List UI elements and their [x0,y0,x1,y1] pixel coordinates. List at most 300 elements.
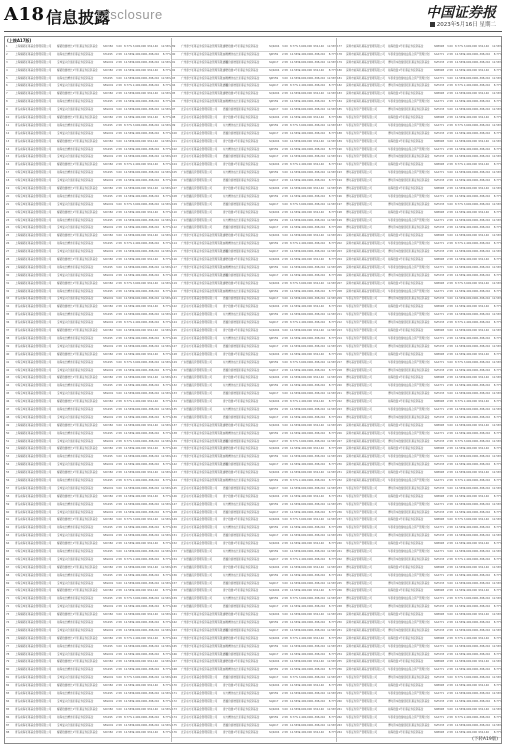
table-cell: 12.56% [124,131,134,135]
table-cell: 前海成长精选私募证券投资基金 [57,147,94,151]
table-row [172,573,336,581]
table-row [6,178,170,186]
table-cell: 上海耀韬私募基金管理有限公司 [15,60,52,64]
table-cell: 1,398,210 [477,265,491,269]
table-cell: STL095 [103,668,113,672]
table-cell: 12.56% [327,313,337,317]
table-cell: 3,600,000 [463,613,477,617]
table-cell: 83 [6,692,10,696]
table-cell: SJR559 [269,384,279,388]
table-cell: 3.00 [447,297,453,301]
table-cell: 广东德鑫投资管理有限公司 [181,581,213,585]
table-cell: 华泰紫金稳健收益集合资产管理计划 [388,289,430,293]
table-cell: 北京东方私募基金管理有限公司 [181,731,218,735]
table-cell: SXC382 [103,565,113,569]
table-row [172,683,336,691]
table-cell: 12.56% [455,273,465,277]
table-cell: 12.56% [492,565,502,569]
table-cell: SQK204 [269,163,280,167]
table-cell: 8.77% [493,542,502,546]
table-cell: 华泰紫金稳健收益集合资产管理计划 [388,455,430,459]
table-cell: 12.56% [455,486,465,490]
table-cell: 1,398,210 [477,155,491,159]
table-cell: SAX771 [434,100,445,104]
table-cell: 3,600,000 [132,644,146,648]
table-cell: 8.77% [455,360,464,364]
table-cell: 12.56% [290,68,300,72]
table-cell: 宝城复兴价值私募证券投资基金 [57,297,94,301]
table-cell: 1,398,210 [312,242,326,246]
table-cell: 上海耀韬私募基金管理有限公司 [15,652,52,656]
table-cell: SGJ617 [269,179,279,183]
table-cell: 2,400,000 [132,368,146,372]
table-cell: 1,398,210 [477,573,491,577]
table-cell: 8.77% [162,557,171,561]
table-cell: 2.58 [116,116,122,119]
table-cell: 3.00 [447,549,453,553]
table-cell: 194 [337,179,342,183]
table-cell: 3,600,000 [298,250,312,254]
table-cell: 上海耀韬私募基金管理有限公司 [15,234,52,238]
table-cell: 2.58 [447,116,453,119]
table-cell: 12.56% [327,407,337,411]
table-cell: 2,400,000 [132,557,146,561]
table-cell: 广东德鑫投资管理有限公司 [181,368,213,372]
table-cell: 192 [337,163,342,167]
table-cell: 71 [6,597,10,601]
table-cell: 广州康宁私募证券投资基金管理有限公司 [181,660,228,664]
table-row [6,462,170,470]
table-cell: 前海成长精选私募证券投资基金 [57,478,94,482]
table-cell: 234 [337,494,342,498]
table-cell: 8.77% [124,321,133,325]
table-cell: SGJ617 [269,581,279,585]
table-row [337,612,501,620]
table-cell: SEG001 [103,131,114,135]
table-cell: 3,600,000 [463,297,477,301]
table-row [172,218,336,226]
table-cell: 博时基金管理有限公司 [346,597,372,601]
table-cell: 3.00 [282,202,288,206]
table-cell: SEG001 [103,415,114,419]
table-cell: 3,600,000 [463,155,477,159]
table-cell: 上海耀韬私募基金管理有限公司 [15,644,52,648]
table-cell: STL095 [103,171,113,175]
table-cell: 华泰证券资产管理有限公司 [346,329,378,333]
table-row [172,415,336,423]
table-cell: 博时资本稳健回报私募证券投资基金 [388,439,430,443]
table-cell: SXC382 [103,258,113,262]
table-cell: 上海耀韬私募基金管理有限公司 [15,636,52,640]
table-cell: 2.58 [282,447,288,451]
table-cell: 深圳市前海私募基金管理有限公司 [346,100,385,104]
table-cell: 932,140 [478,660,489,664]
table-cell: 3.00 [282,486,288,490]
table-cell: 1,398,210 [477,715,491,719]
table-row [6,636,170,644]
table-cell: 德鑫价值增强私募证券投资基金 [223,202,260,206]
table-row [337,170,501,178]
table-cell: 博时基金管理有限公司 [346,605,372,609]
table-cell: 2,400,000 [132,179,146,183]
table-cell: 12.56% [290,52,300,56]
table-row [6,352,170,360]
table-cell: 博时基金管理有限公司 [346,557,372,561]
table-cell: 109 [172,202,177,206]
table-cell: 耀韬稳健增长1号私募证券投资基金 [57,494,98,498]
table-cell: 8.77% [455,242,464,246]
table-cell: 3.00 [116,329,122,333]
table-cell: 8.77% [290,478,299,482]
table-cell: 227 [337,439,342,443]
continued-note: (下转A19版) [472,737,498,742]
table-row [6,715,170,723]
table-cell: 3,600,000 [463,518,477,522]
table-cell: 前海成长精选私募证券投资基金 [57,100,94,104]
table-cell: 2,400,000 [298,336,312,340]
table-cell: 8.77% [162,636,171,640]
table-cell: 广州康宁私募证券投资基金管理有限公司 [181,628,228,632]
table-cell: 2.58 [282,384,288,388]
table-cell: 8.77% [493,447,502,451]
table-cell: SAX771 [434,52,445,56]
table-cell: 12.56% [290,147,300,151]
table-cell: 2.58 [282,565,288,569]
table-cell: SAX771 [434,431,445,435]
table-row [6,76,170,84]
table-row [337,312,501,320]
table-row [6,83,170,91]
table-cell: 东方精选成长私募证券投资基金 [223,715,260,719]
section-title-cn: 信息披露 [46,8,111,27]
table-cell: SVH233 [434,486,445,490]
table-cell: 8.77% [328,731,337,735]
table-cell: 广东德鑫投资管理有限公司 [181,589,213,593]
table-cell: 259 [337,692,342,696]
table-cell: 248 [337,605,342,609]
table-cell: 3.00 [282,297,288,301]
table-cell: 3.00 [116,392,122,396]
table-cell: 前海稳盈1号私募证券投资基金 [388,329,424,333]
table-cell: 2.58 [116,384,122,388]
table-row [172,675,336,683]
table-cell: 12.56% [124,471,134,475]
table-cell: 1,398,210 [312,407,326,411]
table-cell: 47 [6,407,10,411]
table-row [172,123,336,131]
table-cell: 2,400,000 [463,494,477,498]
table-cell: 青岛前海私募基金管理有限公司 [15,684,52,688]
table-cell: 2,400,000 [298,699,312,703]
table-cell: 青岛前海私募基金管理有限公司 [15,163,52,167]
table-cell: SVH233 [434,84,445,88]
table-cell: 33 [6,297,10,301]
table-cell: 8.77% [455,84,464,88]
table-cell: 12.56% [161,534,171,538]
table-cell: 3.00 [282,707,288,711]
table-cell: 8.77% [162,321,171,325]
table-cell: 宝城复兴价值私募证券投资基金 [57,344,94,348]
table-cell: SNP908 [434,518,445,522]
table-cell: 2.58 [447,463,453,467]
table-cell: 耀韬稳健增长1号私募证券投资基金 [57,376,98,380]
table-cell: 8.77% [493,84,502,88]
table-cell: 东方精选成长私募证券投资基金 [223,265,260,269]
table-cell: 2,400,000 [463,415,477,419]
table-cell: 1,398,210 [312,226,326,230]
table-cell: 12.56% [161,313,171,317]
table-cell: SQK204 [269,305,280,309]
table-row [337,352,501,360]
table-cell: 12.56% [124,652,134,656]
table-row [6,557,170,565]
table-cell: 北京东方私募基金管理有限公司 [181,131,218,135]
table-cell: 8.77% [328,447,337,451]
table-cell: 东方精选成长私募证券投资基金 [223,242,260,246]
table-cell: SJR559 [269,715,279,719]
table-cell: 2.58 [116,84,122,88]
table-row [172,502,336,510]
table-cell: 12.56% [124,100,134,104]
table-cell: 8.77% [455,163,464,167]
table-cell: 932,140 [313,234,324,238]
table-cell: 华泰紫金稳健收益集合资产管理计划 [388,526,430,530]
table-cell: SJR559 [269,265,279,269]
table-cell: STL095 [103,384,113,388]
table-cell: 8.77% [162,352,171,356]
table-cell: 宝城复兴价值私募证券投资基金 [57,202,94,206]
table-row [6,233,170,241]
table-cell: 12.56% [327,549,337,553]
table-cell: 深圳市前海私募基金管理有限公司 [346,628,385,632]
table-cell: 60 [6,510,10,514]
table-cell: 宝城复兴价值私募证券投资基金 [57,534,94,538]
table-cell: 231 [337,471,342,475]
table-cell: 博时资本稳健回报私募证券投资基金 [388,131,430,135]
table-cell: 79 [6,660,10,664]
table-cell: 3.00 [116,707,122,711]
table-cell: 2.58 [447,384,453,388]
table-cell: 8.77% [455,44,464,48]
table-cell: 12.56% [492,376,502,380]
table-cell: 8.77% [328,52,337,56]
table-cell: 3,600,000 [463,407,477,411]
table-cell: 2.58 [116,344,122,348]
table-cell: 66 [6,557,10,561]
table-cell: SGJ617 [269,439,279,443]
table-row [337,581,501,589]
table-cell: 198 [337,210,342,214]
table-cell: 2.58 [282,242,288,246]
table-cell: 264 [337,731,342,735]
table-cell: SQK204 [269,494,280,498]
table-cell: 8.77% [290,360,299,364]
table-cell: SAX771 [434,597,445,601]
table-cell: 北京东方私募基金管理有限公司 [181,329,218,333]
table-cell: 185 [337,108,342,112]
table-cell: 8.77% [328,194,337,198]
table-cell: 12.56% [492,723,502,727]
table-cell: 12.56% [290,684,300,688]
table-cell: 前海成长精选私募证券投资基金 [57,76,94,80]
table-cell: 8.77% [124,557,133,561]
table-cell: 2.58 [116,336,122,340]
table-cell: 12.56% [161,171,171,175]
table-cell: 广东德鑫投资管理有限公司 [181,226,213,230]
table-cell: SGJ617 [269,392,279,396]
table-cell: 3,600,000 [298,644,312,648]
table-row [6,154,170,162]
table-cell: 宝城复兴价值私募证券投资基金 [57,605,94,609]
table-cell: 北京东方私募基金管理有限公司 [181,518,218,522]
table-cell: 12.56% [455,668,465,672]
table-cell: 博时基金管理有限公司 [346,589,372,593]
table-cell: 12.56% [455,234,465,238]
table-cell: 3.00 [116,549,122,553]
table-cell: 8.77% [162,447,171,451]
table-cell: SNP908 [434,376,445,380]
table-cell: 2.58 [447,242,453,246]
table-cell: 52 [6,447,10,451]
table-cell: 2,400,000 [463,605,477,609]
table-cell: SNP908 [434,305,445,309]
table-cell: SJR559 [269,668,279,672]
table-cell: 1,398,210 [477,486,491,490]
table-cell: 12.56% [492,676,502,680]
table-row [337,596,501,604]
table-cell: 1,398,210 [312,621,326,624]
table-cell: 113 [172,234,177,238]
table-cell: SEG001 [103,723,114,727]
table-cell: 12.56% [161,644,171,648]
table-cell: 114 [172,242,177,246]
table-cell: 广东德鑫投资管理有限公司 [181,549,213,553]
table-cell: 8.77% [290,636,299,640]
table-cell: 上海耀韬私募基金管理有限公司 [15,455,52,459]
table-cell: 2,400,000 [463,321,477,325]
table-cell: 北京东方私募基金管理有限公司 [181,297,218,301]
table-cell: 耀韬稳健增长1号私募证券投资基金 [57,210,98,214]
table-cell: 75 [6,628,10,632]
table-cell: SVH233 [434,628,445,632]
table-cell: SJR559 [269,171,279,175]
table-cell: 博时基金管理有限公司 [346,368,372,372]
table-cell: 博时资本稳健回报私募证券投资基金 [388,250,430,254]
table-cell: 208 [337,289,342,293]
table-row [337,723,501,731]
table-cell: 223 [337,407,342,411]
table-cell: 2.58 [282,258,288,262]
table-cell: 12.56% [327,534,337,538]
table-cell: 北京东方私募基金管理有限公司 [181,486,218,490]
table-cell: 华泰证券资产管理有限公司 [346,313,378,317]
table-cell: 青岛前海私募基金管理有限公司 [15,139,52,143]
table-row [172,344,336,352]
table-cell: 1,398,210 [146,289,160,293]
table-cell: 2,400,000 [463,510,477,514]
table-cell: SJR559 [269,549,279,553]
table-cell: 德鑫价值增强私募证券投资基金 [223,557,260,561]
table-cell: 157 [172,581,177,585]
table-row [172,257,336,265]
table-cell: 2.58 [282,510,288,514]
table-row [337,154,501,162]
table-column-2 [171,38,336,742]
table-cell: 2.58 [447,439,453,443]
table-cell: 12.56% [492,187,502,191]
table-cell: 3,600,000 [298,139,312,143]
table-cell: 2.58 [447,565,453,569]
table-cell: 北京东方私募基金管理有限公司 [181,108,218,112]
table-cell: 12.56% [161,92,171,96]
table-cell: 2.58 [447,605,453,609]
table-row [6,131,170,139]
table-cell: 932,140 [147,707,158,711]
table-cell: 8.77% [162,731,171,735]
table-cell: 康宁稳健1号私募证券投资基金 [223,447,259,451]
table-cell: 99 [172,123,176,127]
table-cell: 2.58 [282,100,288,104]
table-cell: 华泰紫金稳健收益集合资产管理计划 [388,147,430,151]
table-cell: 2.58 [447,723,453,727]
table-cell: 215 [337,344,342,348]
table-cell: 3.00 [447,108,453,112]
table-cell: 12.56% [124,407,134,411]
table-row [6,257,170,265]
table-cell: 165 [172,644,177,648]
table-cell: 8.77% [162,526,171,530]
table-cell: 932,140 [313,589,324,593]
table-row [6,225,170,233]
table-cell: 46 [6,400,10,404]
table-cell: 23 [6,218,10,222]
table-cell: 广州康宁私募证券投资基金管理有限公司 [181,613,228,617]
table-cell: 上海耀韬私募基金管理有限公司 [15,258,52,262]
table-row [172,730,336,738]
table-cell: 华泰紫金稳健收益集合资产管理计划 [388,100,430,104]
table-cell: 57 [6,486,10,490]
table-cell: 8.77% [493,352,502,356]
table-cell: 85 [6,707,10,711]
table-cell: SVH233 [434,392,445,396]
table-cell: 3,600,000 [298,92,312,96]
table-cell: 耀韬稳健增长1号私募证券投资基金 [57,613,98,617]
table-cell: SJR559 [269,52,279,56]
table-cell: 康宁稳健1号私募证券投资基金 [223,423,259,427]
table-cell: 1,398,210 [477,336,491,340]
table-cell: 12.56% [455,68,465,72]
table-cell: 12.56% [492,471,502,475]
table-row [172,99,336,107]
table-cell: 2.58 [282,431,288,435]
table-cell: 12.56% [161,392,171,396]
table-cell: 3,600,000 [298,549,312,553]
table-cell: 1,398,210 [146,557,160,561]
table-cell: 8.77% [290,400,299,404]
table-cell: SXC382 [103,44,113,48]
table-cell: 3.00 [282,171,288,175]
table-row [337,644,501,652]
table-cell: 宝城复兴价值私募证券投资基金 [57,273,94,277]
table-cell: 2.58 [282,187,288,191]
table-cell: 广东德鑫投资管理有限公司 [181,400,213,404]
table-cell: 78 [6,652,10,656]
table-cell: 上海耀韬私募基金管理有限公司 [15,250,52,254]
table-cell: 中海宝城私募基金管理有限公司 [15,565,52,569]
table-cell: 青岛前海私募基金管理有限公司 [15,518,52,522]
table-cell: SGJ617 [269,84,279,88]
table-cell: 12.56% [455,502,465,506]
